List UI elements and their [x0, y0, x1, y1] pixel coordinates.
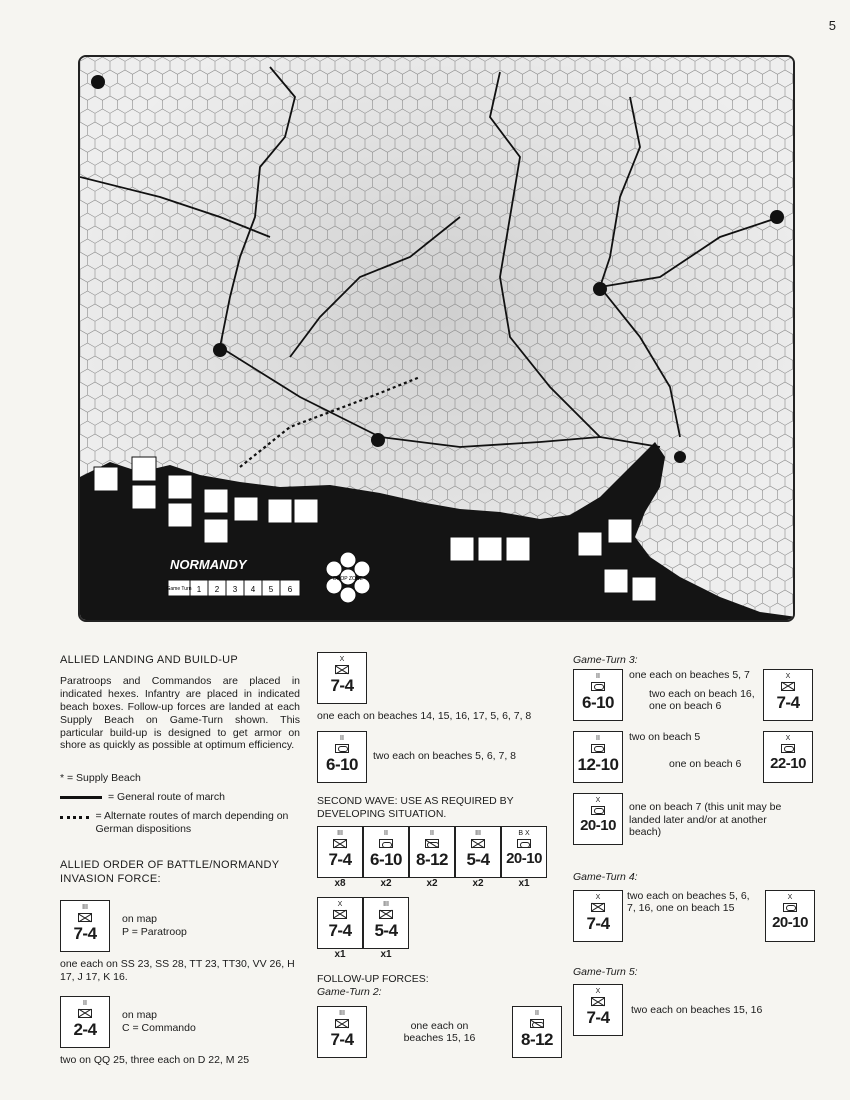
gt4-label: Game-Turn 4:	[573, 870, 638, 883]
gt4-brigade-counter: X 7-4	[573, 890, 623, 942]
gt2-label: Game-Turn 2:	[317, 985, 382, 998]
wave-count: x1	[518, 878, 530, 890]
paratroop-counter: III 7-4	[60, 900, 110, 952]
paratroop-placement: one each on SS 23, SS 28, TT 23, TT30, VV 26, H 17, J 17, K 16.	[60, 958, 295, 983]
map-title: NORMANDY	[170, 557, 247, 572]
followup-heading: FOLLOW-UP FORCES:	[317, 972, 429, 985]
wave-counter: B X 20-10	[501, 826, 547, 878]
gt3-armor-counter: II 6-10	[573, 669, 623, 721]
wave-counter: III 5-4	[455, 826, 501, 878]
wave-count: x1	[334, 948, 346, 960]
gt2-counter: III 7-4	[317, 1006, 367, 1058]
wave-count: x2	[380, 878, 392, 890]
general-route-line-icon	[60, 796, 102, 799]
game-turn-track	[166, 580, 300, 596]
landing-heading: ALLIED LANDING AND BUILD-UP	[60, 654, 239, 666]
second-wave-heading: SECOND WAVE: USE AS REQUIRED BY DEVELOPING SITUATION.	[317, 794, 514, 820]
gt3-brigade-counter: X 7-4	[763, 669, 813, 721]
gt3-armor-brigade-counter: X 22-10	[763, 731, 813, 783]
cmdo-on-map: on map	[122, 1008, 158, 1021]
gt3-text-5: one on beach 7 (this unit may be landed later and/or at another beach)	[629, 800, 782, 839]
wave-counter: II 6-10	[363, 826, 409, 878]
gt3-armor2-counter: II 12-10	[573, 731, 623, 783]
paratroop-label: P = Paratroop	[122, 926, 187, 939]
right-column	[573, 654, 818, 1036]
gt5-label: Game-Turn 5:	[573, 965, 638, 978]
gt2-mech-counter: II 8-12	[512, 1006, 562, 1058]
commando-counter: II 2-4	[60, 996, 110, 1048]
gt3-text-3: two on beach 5	[629, 730, 701, 743]
commando-label: C = Commando	[122, 1021, 196, 1034]
gt2-placement: one each on beaches 15, 16	[403, 1019, 476, 1045]
gt3-label: Game-Turn 3:	[573, 654, 638, 666]
commando-placement: two on QQ 25, three each on D 22, M 25	[60, 1053, 250, 1066]
para-on-map: on map	[122, 913, 158, 926]
brigade-counter: X 7-4	[317, 652, 367, 704]
normandy-hex-map	[78, 55, 795, 622]
armor-battalion-counter: II 6-10	[317, 731, 367, 783]
gt3-text-2: two each on beach 16, one on beach 6	[649, 687, 755, 713]
supply-beach-legend: * = Supply Beach	[60, 772, 141, 785]
alternate-route-legend: = Alternate routes of march depending on German dispositions	[95, 809, 289, 835]
turn-box: 3	[232, 585, 238, 594]
left-column	[60, 654, 300, 1067]
wave-counter: III 7-4	[317, 826, 363, 878]
turn-box: 1	[196, 585, 202, 594]
turn-box: 6	[287, 585, 293, 594]
wave-count: x2	[426, 878, 438, 890]
alternate-route-line-icon	[60, 816, 89, 819]
wave-count: x2	[472, 878, 484, 890]
armor-placement: two each on beaches 5, 6, 7, 8	[373, 750, 517, 763]
wave-count: x1	[380, 948, 392, 960]
gt4-text-1: two each on beaches 5, 6, 7, 16, one on beach 15	[627, 889, 750, 915]
landing-text: Paratroops and Commandos are placed in indicated hexes. Infantry are placed in indicated beach boxes. Follow-up forces are landed at each Supply Beach on Game-Turn shown. This particular build-up is designed to get armor on shore as quickly as possible at optimum efficiency.	[60, 675, 300, 752]
wave-count: x8	[334, 878, 346, 890]
general-route-legend: = General route of march	[108, 790, 226, 803]
wave-counter: II 8-12	[409, 826, 455, 878]
gt5-placement: two each on beaches 15, 16	[631, 1003, 763, 1016]
order-of-battle-heading: ALLIED ORDER OF BATTLE/NORMANDY INVASION FORCE:	[60, 859, 280, 885]
turn-box: 4	[250, 585, 256, 594]
turn-box: 5	[268, 585, 274, 594]
gt3-armor-brigade2-counter: X 20-10	[573, 793, 623, 845]
game-turn-label: Game Turn	[166, 586, 192, 592]
drop-zone-label: DROP ZONE	[333, 576, 363, 582]
gt3-text-4: one on beach 6	[669, 757, 742, 770]
wave-counter: X 7-4	[317, 897, 363, 949]
turn-box: 2	[214, 585, 220, 594]
page-number: 5	[828, 18, 836, 33]
gt5-brigade-counter: X 7-4	[573, 984, 623, 1036]
gt4-armor-counter: X 20-10	[765, 890, 815, 942]
middle-column	[317, 652, 562, 1058]
gt3-text-1: one each on beaches 5, 7	[629, 668, 750, 681]
wave-counter: III 5-4	[363, 897, 409, 949]
brigade-placement: one each on beaches 14, 15, 16, 17, 5, 6, 7, 8	[317, 710, 532, 722]
